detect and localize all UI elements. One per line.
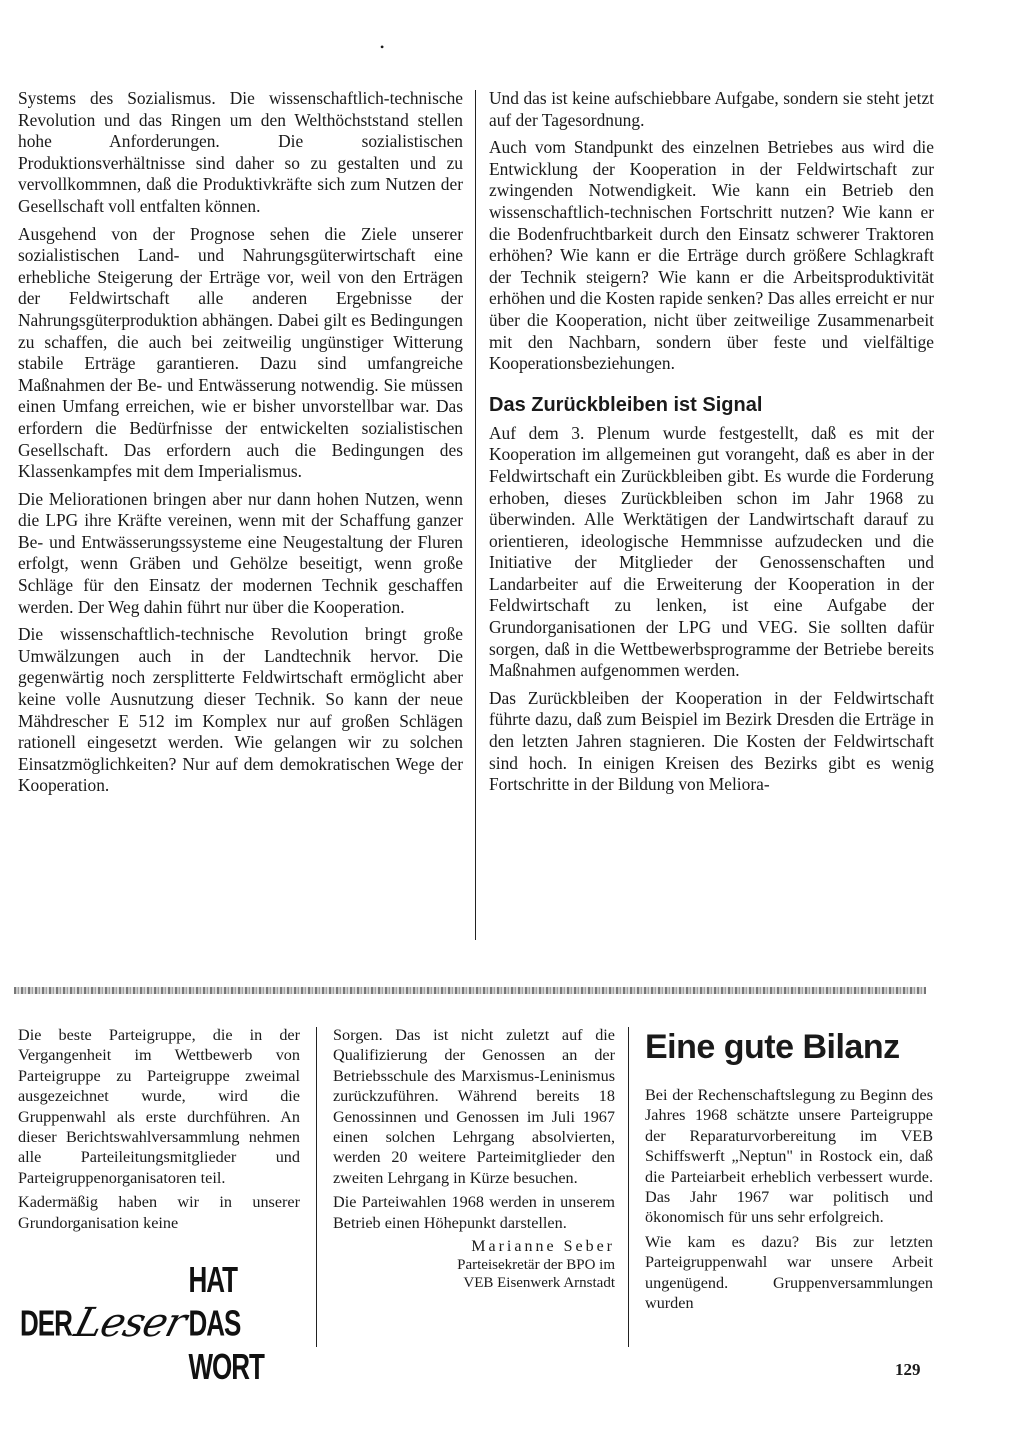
paragraph: Das Zurückbleiben der Kooperation in der Feldwirtschaft führte dazu, daß zum Beispiel im Bezirk Dresden die Erträge in den letzten Jahren stagnieren. Die Kosten der Feldwirtschaft sind hoch. In einigen Kreisen des Bezirks gibt es wenig Fortschritte in der Bildung von Meliora- xyxy=(489,687,934,795)
bottom-right-column xyxy=(645,1025,933,1317)
paragraph: Die Parteiwahlen 1968 werden in unserem Betrieb einen Höhepunkt darstellen. xyxy=(333,1193,615,1232)
paragraph: Kadermäßig haben wir in unserer Grundorganisation keine xyxy=(18,1193,300,1232)
author-affiliation: VEB Eisenwerk Arnstadt xyxy=(463,1275,615,1292)
author-role: Parteisekretär der BPO im xyxy=(457,1257,615,1274)
column-divider xyxy=(475,90,476,940)
section-heading: Das Zurückbleiben ist Signal xyxy=(489,393,763,416)
column-divider xyxy=(628,1027,629,1347)
bottom-middle-column xyxy=(333,1025,615,1292)
logo-script-word: Leser xyxy=(69,1300,191,1346)
bottom-left-column xyxy=(18,1025,300,1237)
reader-column-logo xyxy=(20,1257,295,1387)
page-mark: • xyxy=(380,40,385,54)
logo-text-left: DER xyxy=(20,1301,72,1344)
page-number: 129 xyxy=(895,1360,921,1379)
logo-text-right: HAT DAS WORT xyxy=(188,1257,264,1387)
column-divider xyxy=(316,1027,317,1347)
paragraph: Und das ist keine aufschiebbare Aufgabe, sondern sie steht jetzt auf der Tagesordnung. xyxy=(489,88,934,130)
paragraph: Die Meliorationen bringen aber nur dann hohen Nutzen, wenn die LPG ihre Kräfte vereinen, wenn mit der Schaffung ganzer Be- und Entwässerungssysteme eine Neugestaltung der Fluren erfolgt, wenn Gräben und Gehölze beseitigt, wenn große Schläge für den Einsatz der modernen Technik geschaffen werden. Der Weg dahin führt nur über die Kooperation. xyxy=(18,488,463,617)
section-separator xyxy=(14,987,926,994)
paragraph: Die wissenschaftlich-technische Revolution bringt große Umwälzungen auch in der Landtechnik hervor. Die gegenwärtig noch zersplitterte Feldwirtschaft ermöglicht aber keine volle Ausnutzung dieser Technik. So kann der neue Mähdrescher E 512 im Komplex nur auf großen Schlägen rationell eingesetzt werden. Wie gelangen wir zu solchen Einsatzmöglichkeiten? Nur auf dem demokratischen Wege der Kooperation. xyxy=(18,624,463,796)
author-name: Marianne Seber xyxy=(471,1238,615,1256)
paragraph: Sorgen. Das ist nicht zuletzt auf die Qualifizierung der Genossen an der Betriebsschule des Marxismus-Leninismus zurückzuführen. Während bereits 18 Genossinnen und Genossen im Juli 1967 einen solchen Lehrgang absolvierten, werden 20 weitere Parteimitglieder den zweiten Lehrgang in Kürze besuchen. xyxy=(333,1026,615,1187)
paragraph: Bei der Rechenschaftslegung zu Beginn des Jahres 1968 schätzte unsere Parteigruppe der Reparaturvorbereitung im VEB Schiffswerft „Neptun" in Rostock ein, daß die Parteiarbeit erheblich verbessert wurde. Das Jahr 1967 war politisch und ökonomisch für uns sehr erfolgreich. xyxy=(645,1086,933,1227)
paragraph: Systems des Sozialismus. Die wissenschaftlich-technische Revolution und das Ringen um den Welthöchststand stellen hohe Anforderungen. Die sozialistischen Produktionsverhältnisse sind daher so zu gestalten und zu vervollkommnen, daß die Produktivkräfte sich zum Nutzen der Gesellschaft voll entfalten können. xyxy=(18,88,463,216)
article-title: Eine gute Bilanz xyxy=(645,1028,900,1066)
paragraph: Auf dem 3. Plenum wurde festgestellt, daß es mit der Kooperation im allgemeinen gut vorangeht, daß es aber in der Feldwirtschaft ein Zurückbleiben gibt. Es wurde die Forderung erhoben, dieses Zurückbleiben schon im Jahr 1968 zu überwinden. Alle Werktätigen der Landwirtschaft darauf zu orientieren, ideologische Hemmnisse aufzudecken und die Initiative der Mitglieder der Genossenschaften und Landarbeiter auf die Erweiterung der Kooperation in der Feldwirtschaft zu lenken, ist eine Aufgabe der Grundorganisationen der LPG und VEG. Sie sollten dafür sorgen, daß in die Wettbewerbsprogramme der Betriebe bereits Maßnahmen aufgenommen werden. xyxy=(489,422,934,681)
top-left-column xyxy=(18,88,463,803)
paragraph: Wie kam es dazu? Bis zur letzten Parteigruppenwahl war unsere Arbeit ungenügend. Gruppenversammlungen wurden xyxy=(645,1232,933,1313)
top-right-column xyxy=(489,88,934,802)
paragraph: Ausgehend von der Prognose sehen die Ziele unserer sozialistischen Land- und Nahrungsgüterwirtschaft eine erhebliche Steigerung der Erträge vor, weil von den Erträgen der Feldwirtschaft alle anderen Ergebnisse der Nahrungsgüterproduktion abhängen. Dabei gilt es Bedingungen zu schaffen, die auch bei zeitweilig ungünstiger Witterung stabile Erträge garantieren. Dazu sind umfangreiche Maßnahmen der Be- und Entwässerung notwendig. Sie müssen einen Umfang erreichen, wie er bisher unvorstellbar war. Das erfordern die Bedürfnisse der entwickelten sozialistischen Gesellschaft. Das erfordern auch die Bedingungen des Klassenkampfes mit dem Imperialismus. xyxy=(18,223,463,482)
author-signature xyxy=(333,1237,615,1292)
paragraph: Die beste Parteigruppe, die in der Vergangenheit im Wettbewerb von Parteigruppe zu Parteigruppe zweimal ausgezeichnet wurde, wird die Gruppenwahl als erste durchführen. An dieser Berichtswahlversammlung nehmen alle Parteileitungsmitglieder und Parteigruppenorganisatoren teil. xyxy=(18,1026,300,1187)
paragraph: Auch vom Standpunkt des einzelnen Betriebes aus wird die Entwicklung der Kooperation in der Feldwirtschaft zur zwingenden Notwendigkeit. Wie kann ein Betrieb den wissenschaftlich-technischen Fortschritt nutzen? Wie kann er die Bodenfruchtbarkeit durch den Einsatz schwerer Traktoren erhöhen? Wie kann er die Erträge durch größere Schlagkraft der Technik steigern? Wie kann er die Arbeitsproduktivität erhöhen und die Kosten rapide senken? Das alles erreicht er nur über die Kooperation, nicht über zeitweilige Zusammenarbeit mit den Nachbarn, sondern über feste und vielfältige Kooperationsbeziehungen. xyxy=(489,137,934,374)
